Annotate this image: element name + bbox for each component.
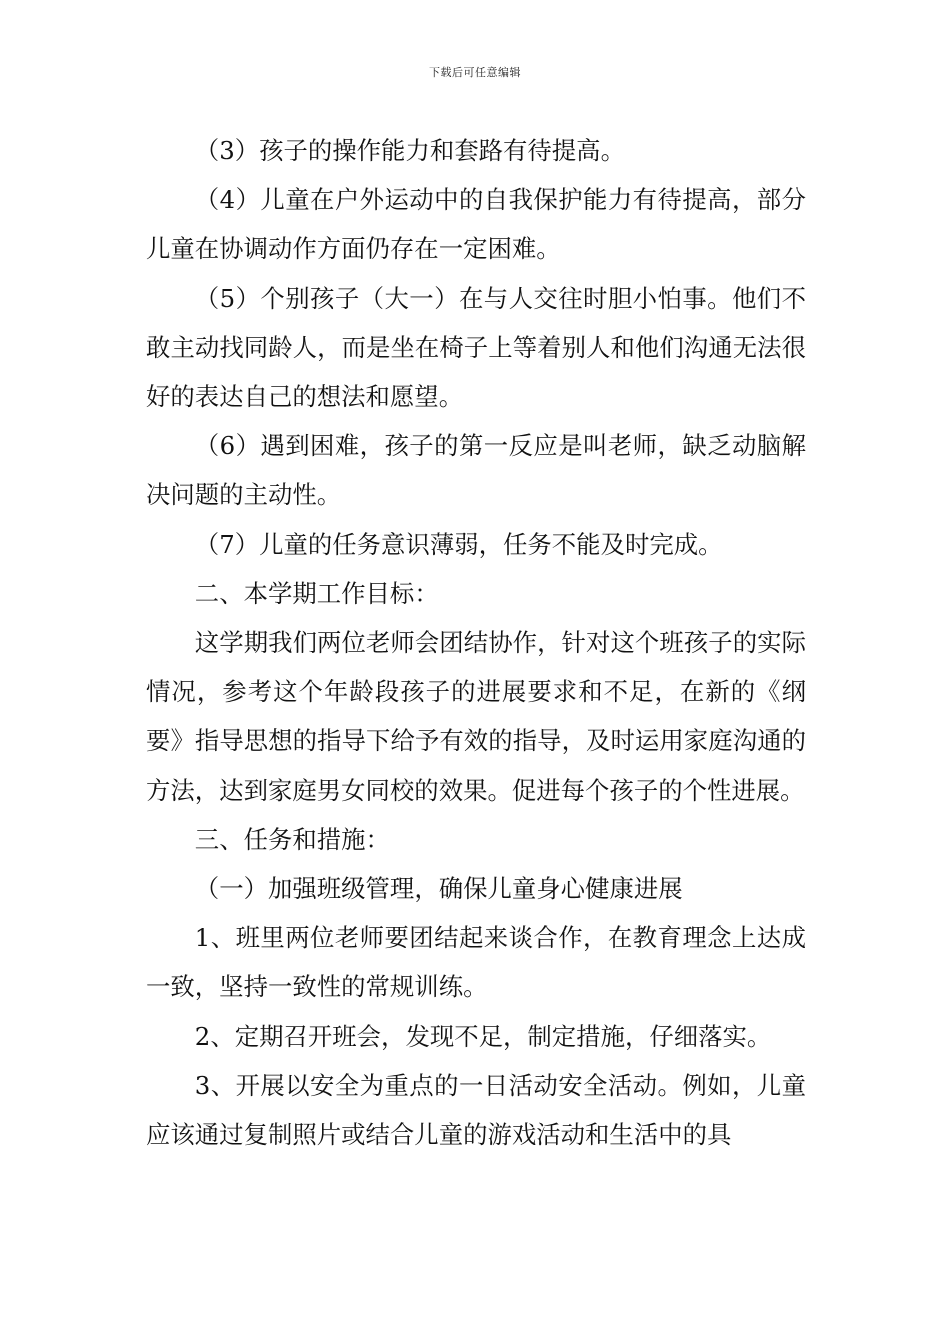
subsection-heading-class-management: （一）加强班级管理，确保儿童身心健康进展 [194, 874, 683, 904]
paragraph-item-4: （4）儿童在户外运动中的自我保护能力有待提高，部分儿童在协调动作方面仍存在一定困难。 [146, 185, 806, 264]
section-heading-tasks: 三、任务和措施： [194, 824, 390, 854]
document-body [146, 126, 806, 1159]
section-heading-goals: 二、本学期工作目标： [194, 578, 439, 608]
paragraph-measure-2: 2、定期召开班会，发现不足，制定措施，仔细落实。 [194, 1021, 772, 1051]
page-header: 下载后可任意编辑 [429, 66, 521, 79]
paragraph-item-3: （3）孩子的操作能力和套路有待提高。 [194, 136, 625, 165]
paragraph-goals: 这学期我们两位老师会团结协作，针对这个班孩子的实际情况，参考这个年龄段孩子的进展要求和不足，在新的《纲要》指导思想的指导下给予有效的指导，及时运用家庭沟通的方法，达到家庭男女同校的效果。促进每个孩子的个性进展。 [146, 628, 806, 805]
paragraph-item-7: （7）儿童的任务意识薄弱，任务不能及时完成。 [194, 529, 723, 559]
paragraph-measure-3: 3、开展以安全为重点的一日活动安全活动。例如，儿童应该通过复制照片或结合儿童的游戏活动和生活中的具 [146, 1070, 806, 1150]
paragraph-measure-1: 1、班里两位老师要团结起来谈合作，在教育理念上达成一致，坚持一致性的常规训练。 [146, 923, 806, 1002]
paragraph-item-6: （6）遇到困难，孩子的第一反应是叫老师，缺乏动脑解决问题的主动性。 [146, 431, 806, 510]
paragraph-item-5: （5）个别孩子（大一）在与人交往时胆小怕事。他们不敢主动找同龄人，而是坐在椅子上等着别人和他们沟通无法很好的表达自己的想法和愿望。 [146, 283, 806, 412]
